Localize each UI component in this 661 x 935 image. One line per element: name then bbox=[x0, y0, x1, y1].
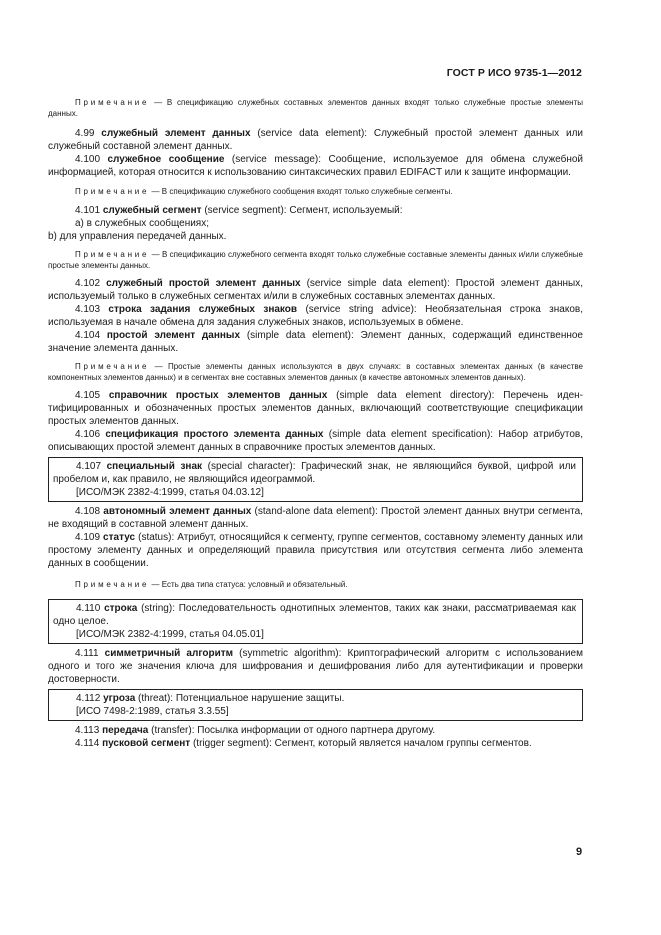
note: Примечание — Есть два типа статуса: условный и обязательный. bbox=[75, 580, 348, 589]
note-text: В спецификацию служебного сообщения входят только служебные сегменты. bbox=[161, 187, 453, 196]
definition-4-105: 4.105 справочник простых элементов данных (simple data element directory): Перечень идентифицированных и обозначенных простых элементов данных, включающий соответствующие спецификации простых элементов данных. bbox=[48, 390, 583, 427]
source-reference: [ИСО 7498-2:1989, статья 3.3.55] bbox=[76, 706, 229, 717]
note: Примечание — В спецификацию служебных составных элементов данных входят только служебные простые элементы данных. bbox=[48, 98, 583, 118]
term: специальный знак bbox=[106, 461, 203, 472]
boxed-definition-4-107 bbox=[48, 457, 583, 502]
term: автономный элемент данных bbox=[103, 506, 252, 517]
term: служебный элемент данных bbox=[101, 128, 251, 139]
term: служебный простой элемент данных bbox=[106, 278, 301, 289]
definition-4-113: 4.113 передача (transfer): Посылка информации от одного партнера другому. bbox=[75, 725, 436, 736]
note-text: Простые элементы данных используются в двух случаях: в составных элементах данных (в качестве компонентных элементов данных) и в сегментах вне составных элементов данных (в качестве автономных элементов данных). bbox=[48, 362, 584, 382]
term: служебное сообщение bbox=[107, 154, 225, 165]
note-text: В спецификацию служебного сегмента входят только служебные составные элементы данных и/или служебные простые элементы данных. bbox=[48, 250, 583, 270]
note-text: В спецификацию служебных составных элементов данных входят только служебные простые элементы данных. bbox=[48, 98, 583, 118]
source-reference: [ИСО/МЭК 2382-4:1999, статья 04.05.01] bbox=[76, 629, 264, 640]
document-body bbox=[48, 93, 583, 750]
boxed-definition-4-112 bbox=[48, 689, 583, 721]
boxed-definition-4-110 bbox=[48, 599, 583, 644]
definition-4-112: 4.112 угроза (threat): Потенциальное нарушение защиты. bbox=[76, 693, 345, 704]
definition-4-104: 4.104 простой элемент данных (simple data element): Элемент данных, содержащий единственное значение элемента данных. bbox=[48, 330, 583, 354]
definition-4-110: 4.110 строка (string): Последовательность однотипных элементов, таких как знаки, рассматриваемая как одно целое. bbox=[53, 603, 576, 627]
term: простой элемент данных bbox=[106, 330, 241, 341]
definition-4-107: 4.107 специальный знак (special character): Графический знак, не являющийся буквой, цифрой или пробелом и, как правило, не являющийся идеограммой. bbox=[53, 461, 576, 485]
note: Примечание — Простые элементы данных используются в двух случаях: в составных элементах данных (в качестве компонентных элементов данных) и в сегментах вне составных элементов данных (в качестве автономных элементов данных). bbox=[48, 362, 584, 382]
definition-4-100: 4.100 служебное сообщение (service message): Сообщение, используемое для обмена служебной информацией, которая относится к использованию синтаксических правил EDIFACT или к защите информации. bbox=[48, 154, 583, 178]
note: Примечание — В спецификацию служебного сегмента входят только служебные составные элементы данных и/или служебные простые элементы данных. bbox=[48, 250, 583, 270]
term: угроза bbox=[103, 693, 136, 704]
definition-4-99: 4.99 служебный элемент данных (service data element): Служебный простой элемент данных или служебный составной элемент данных. bbox=[48, 128, 583, 152]
definition-4-109: 4.109 статус (status): Атрибут, относящийся к сегменту, группе сегментов, составному элементу данных или простому элементу данных и определяющий правила присутствия или отсутствия сегмента либо элемента данных в сообщении. bbox=[48, 532, 583, 569]
term: строка задания служебных знаков bbox=[108, 304, 298, 315]
definition-4-114: 4.114 пусковой сегмент (trigger segment): Сегмент, который является началом группы сегментов. bbox=[75, 738, 532, 749]
term: передача bbox=[102, 725, 149, 736]
page-number: 9 bbox=[576, 846, 583, 858]
term: справочник простых элементов данных bbox=[108, 390, 328, 401]
definition-4-106: 4.106 спецификация простого элемента данных (simple data element specification): Набор атрибутов, описывающих простой элемент данных в справочнике простых элементов данных. bbox=[48, 429, 584, 453]
note-text: Есть два типа статуса: условный и обязательный. bbox=[161, 580, 348, 589]
term: статус bbox=[103, 532, 136, 543]
term: симметричный алгоритм bbox=[104, 648, 234, 659]
list-item-a: а) в служебных сообщениях; bbox=[75, 218, 210, 229]
list-item-b: b) для управления передачей данных. bbox=[48, 231, 227, 242]
note: Примечание — В спецификацию служебного сообщения входят только служебные сегменты. bbox=[75, 187, 453, 196]
definition-4-108: 4.108 автономный элемент данных (stand-alone data element): Простой элемент данных внутри сегмента, не входящий в составной элемент данных. bbox=[48, 506, 583, 530]
note-label: Примечание bbox=[75, 98, 150, 107]
note-label: Примечание bbox=[75, 187, 150, 196]
definition-4-102: 4.102 служебный простой элемент данных (service simple data element): Простой элемент данных, используемый только в служебных сегментах и/или в служебных составных элементах данных. bbox=[48, 278, 583, 302]
definition-4-103: 4.103 строка задания служебных знаков (service string advice): Необязательная строка знаков, используемая в начале обмена для задания служебных знаков, используемых в обмене. bbox=[48, 304, 583, 328]
term: служебный сегмент bbox=[102, 205, 202, 216]
source-reference: [ИСО/МЭК 2382-4:1999, статья 04.03.12] bbox=[76, 487, 264, 498]
note-label: Примечание bbox=[75, 250, 150, 259]
definition-4-111: 4.111 симметричный алгоритм (symmetric algorithm): Криптографический алгоритм с использованием одного и того же значения ключа для шифрования и дешифрования либо для аутентификации и проверки достоверности. bbox=[48, 648, 583, 685]
note-label: Примечание bbox=[75, 362, 150, 371]
standard-header: ГОСТ Р ИСО 9735-1—2012 bbox=[446, 67, 582, 79]
note-label: Примечание bbox=[75, 580, 150, 589]
definition-4-101: 4.101 служебный сегмент (service segment): Сегмент, используемый: bbox=[75, 205, 403, 216]
term: спецификация простого элемента данных bbox=[105, 429, 324, 440]
term: строка bbox=[104, 603, 138, 614]
term: пусковой сегмент bbox=[102, 738, 191, 749]
